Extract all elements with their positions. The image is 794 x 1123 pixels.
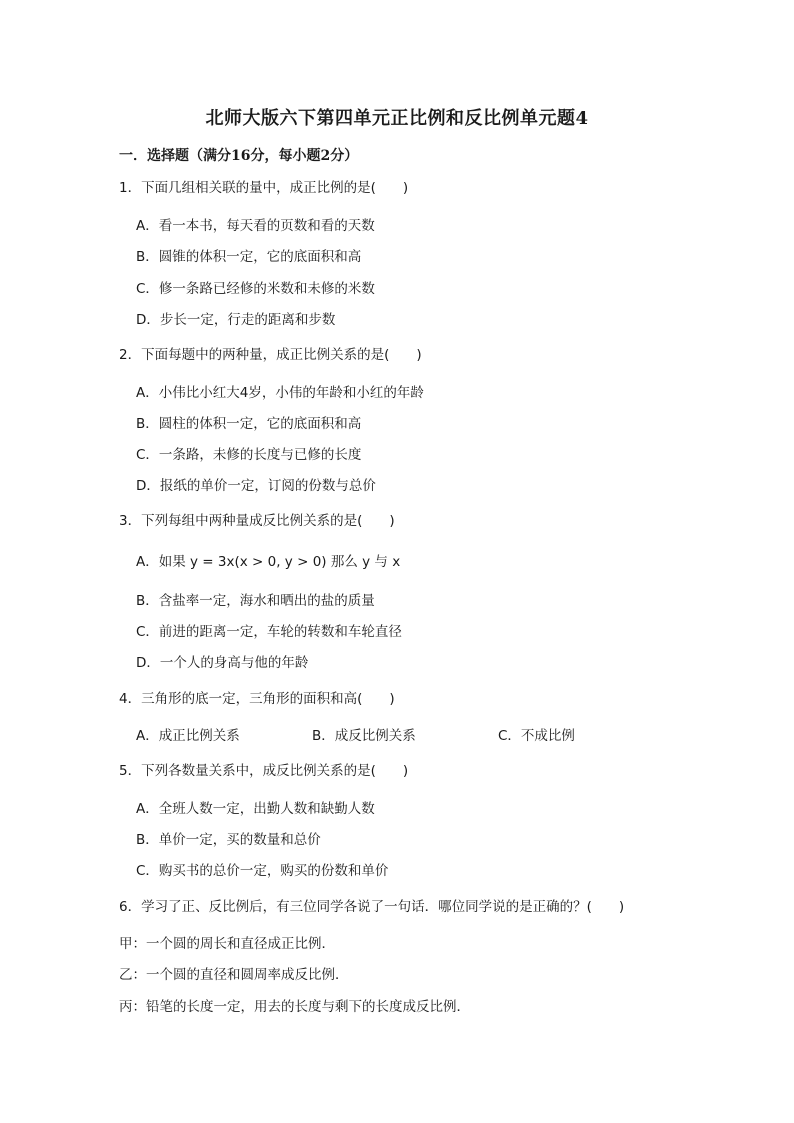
question-1-option-c: C．修一条路已经修的米数和未修的米数 (136, 281, 375, 297)
question-4-option-a: A．成正比例关系 (136, 728, 240, 744)
question-1-option-b: B．圆锥的体积一定，它的底面积和高 (136, 249, 362, 265)
question-2-option-d: D．报纸的单价一定，订阅的份数与总价 (136, 478, 376, 494)
question-2-option-c: C．一条路，未修的长度与已修的长度 (136, 447, 362, 463)
question-3-option-b: B．含盐率一定，海水和晒出的盐的质量 (136, 593, 375, 609)
question-3-option-a: A．如果 y = 3x(x > 0, y > 0) 那么 y 与 x (136, 554, 401, 570)
question-4-stem: 4．三角形的底一定，三角形的面积和高( ) (119, 691, 395, 707)
question-1-option-a: A．看一本书，每天看的页数和看的天数 (136, 218, 375, 234)
question-6-stem: 6．学习了正、反比例后，有三位同学各说了一句话．哪位同学说的是正确的？( ) (119, 899, 625, 915)
question-2-option-b: B．圆柱的体积一定，它的底面积和高 (136, 416, 362, 432)
question-6-statement-bing: 丙：铅笔的长度一定，用去的长度与剩下的长度成反比例． (119, 999, 470, 1015)
section-heading: 一．选择题（满分16分，每小题2分） (119, 148, 359, 164)
question-5-stem: 5．下列各数量关系中，成反比例关系的是( ) (119, 763, 409, 779)
question-3-stem: 3．下列每组中两种量成反比例关系的是( ) (119, 513, 395, 529)
document-title: 北师大版六下第四单元正比例和反比例单元题4 (205, 108, 589, 129)
question-1-option-d: D．步长一定，行走的距离和步数 (136, 312, 336, 328)
question-3-option-d: D．一个人的身高与他的年龄 (136, 655, 309, 671)
question-2-option-a: A．小伟比小红大4岁，小伟的年龄和小红的年龄 (136, 385, 424, 401)
question-4-option-c: C．不成比例 (498, 728, 575, 744)
question-5-option-b: B．单价一定，买的数量和总价 (136, 832, 321, 848)
question-6-statement-yi: 乙：一个圆的直径和圆周率成反比例． (119, 967, 349, 983)
question-5-option-a: A．全班人数一定，出勤人数和缺勤人数 (136, 801, 375, 817)
question-4-option-b: B．成反比例关系 (312, 728, 416, 744)
question-1-stem: 1．下面几组相关联的量中，成正比例的是( ) (119, 180, 409, 196)
question-6-statement-jia: 甲：一个圆的周长和直径成正比例． (119, 936, 335, 952)
question-3-option-c: C．前进的距离一定，车轮的转数和车轮直径 (136, 624, 402, 640)
question-5-option-c: C．购买书的总价一定，购买的份数和单价 (136, 863, 389, 879)
question-2-stem: 2．下面每题中的两种量，成正比例关系的是( ) (119, 347, 422, 363)
